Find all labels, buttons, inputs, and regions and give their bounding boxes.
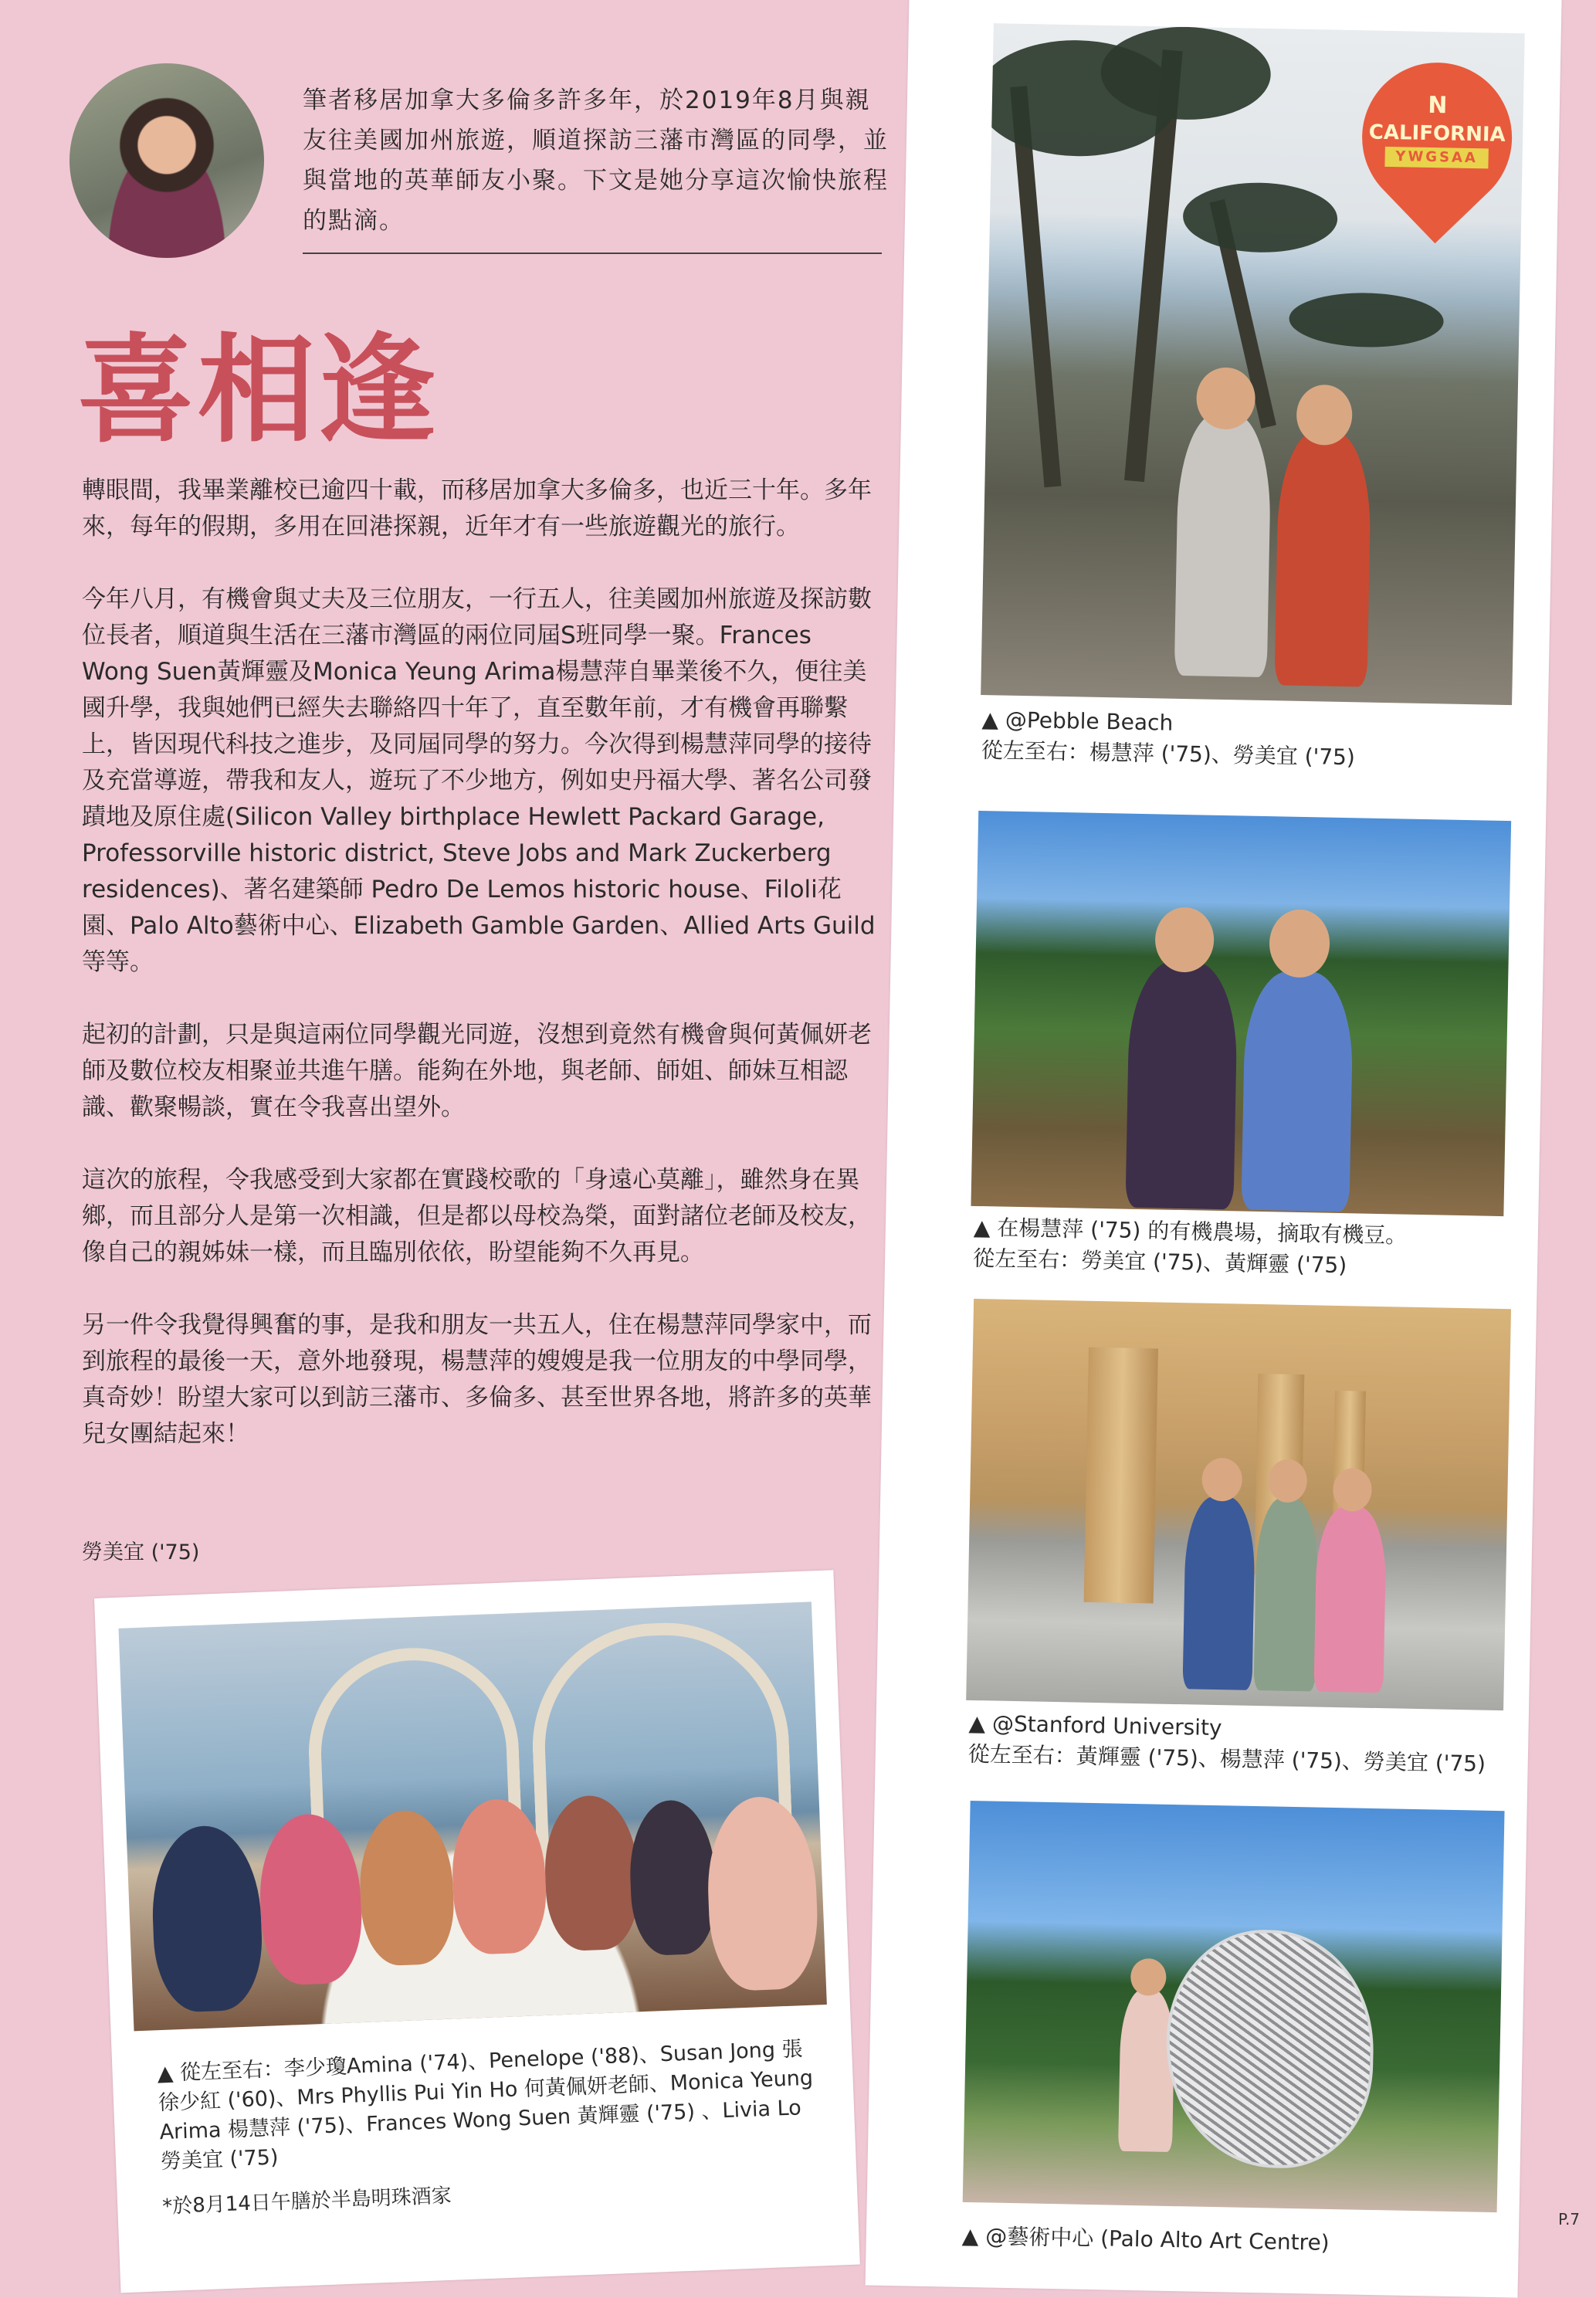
article-paragraph: 轉眼間，我畢業離校已逾四十載，而移居加拿大多倫多，也近三十年。多年來，每年的假期，多用在回港探親，近年才有一些旅遊觀光的旅行。 [82, 476, 872, 541]
person-head [1130, 1958, 1167, 1996]
caption-line: 從左至右：楊慧萍 ('75)、勞美宜 ('75) [981, 737, 1356, 771]
page-number: P.7 [1558, 2210, 1581, 2229]
caption-line: 從左至右：勞美宜 ('75)、黃輝靈 ('75) [972, 1245, 1347, 1279]
sculpture [1164, 1928, 1376, 2170]
person [1253, 1497, 1319, 1691]
dinner-note: *於8月14日午膳於半島明珠酒家 [161, 2184, 452, 2219]
person-head [1333, 1468, 1372, 1512]
article-paragraph: 另一件令我覺得興奮的事，是我和朋友一共五人，住在楊慧萍同學家中，而到旅程的最後一天，意外地發現，楊慧萍的嫂嫂是我一位朋友的中學同學，真奇妙！盼望大家可以到訪三藩市、多倫多、甚至世界各地，將許多的英華兒女團結起來！ [82, 1311, 872, 1448]
person [1274, 430, 1371, 686]
diner [449, 1798, 548, 1955]
person [1313, 1507, 1387, 1693]
article-paragraph: 這次的旅程，令我感受到大家都在實踐校歌的「身遠心莫離」，雖然身在異鄉，而且部分人是第一次相識，但是都以母校為榮，面對諸位老師及校友，像自己的親姊妹一樣，而且臨別依依，盼望能夠不久再見。 [82, 1166, 872, 1266]
dinner-caption: ▲ 從左至右：李少瓊Amina ('74)、Penelope ('88)、Susan Jong 張徐少紅 ('60)、Mrs Phyllis Pui Yin Ho 何黃佩妍老師、Monica Yeung Arima 楊慧萍 ('75)、Frances Wong Suen 黃輝靈 ('75) 、Livia Lo 勞美宜 ('75) [157, 2037, 814, 2174]
article-byline: 勞美宜 ('75) [82, 1540, 200, 1564]
photo-organic-farm [971, 811, 1511, 1216]
pin-band: YWGSAA [1384, 147, 1488, 169]
article-body [82, 473, 885, 1489]
photo-caption [961, 2221, 1330, 2259]
caption-line: ▲ 在楊慧萍 ('75) 的有機農場，摘取有機豆。 [973, 1214, 1408, 1249]
pin-label-line: N [1428, 91, 1448, 120]
caption-line: ▲ @Pebble Beach [981, 706, 1174, 736]
person-head [1269, 909, 1330, 978]
pillar [1084, 1347, 1158, 1604]
photo-strip [866, 0, 1562, 2298]
author-avatar [69, 63, 264, 258]
pin-label-line: CALIFORNIA [1368, 120, 1506, 147]
intro-divider [303, 253, 882, 254]
person [1125, 961, 1238, 1210]
photo-art-centre [963, 1801, 1505, 2212]
caption-line: ▲ @Stanford University [968, 1710, 1222, 1741]
dinner-polaroid [94, 1570, 860, 2293]
diner [149, 1824, 264, 2013]
article-title: 喜相逢 [77, 320, 439, 459]
diner [705, 1795, 820, 1991]
photo-caption [973, 1212, 1408, 1283]
photo-caption [981, 704, 1356, 773]
person [1118, 1989, 1175, 2152]
photo-pebble-beach [981, 23, 1525, 705]
dinner-photo [119, 1601, 827, 2031]
tree-canopy [1182, 181, 1338, 254]
intro-text: 筆者移居加拿大多倫多許多年，於2019年8月與親友往美國加州旅遊，順道探訪三藩市灣區的同學，並與當地的英華師友小聚。下文是她分享這次愉快旅程的點滴。 [303, 86, 889, 235]
person-head [1154, 907, 1215, 972]
person [1174, 413, 1272, 677]
person-head [1201, 1458, 1242, 1502]
pin-label [1362, 90, 1513, 149]
person [1183, 1496, 1256, 1690]
article-paragraph: 起初的計劃，只是與這兩位同學觀光同遊，沒想到竟然有機會與何黃佩妍老師及數位校友相聚並共進午膳。能夠在外地，與老師、師姐、師妹互相認識、歡聚暢談，實在令我喜出望外。 [82, 1021, 872, 1121]
photo-caption [967, 1708, 1486, 1780]
article-paragraph: 今年八月，有機會與丈夫及三位朋友，一行五人，往美國加州旅遊及探訪數位長者，順道與生活在三藩市灣區的兩位同屆S班同學一聚。Frances Wong Suen黃輝靈及Monica Yeung Arima楊慧萍自畢業後不久，便往美國升學，我與她們已經失去聯絡四十年了，直至數年前，才有機會再聯繫上，皆因現代科技之進步，及同屆同學的努力。今次得到楊慧萍同學的接待及充當導遊，帶我和友人，遊玩了不少地方，例如史丹福大學、著名公司發蹟地及原住處(Silicon Valley birthplace Hewlett Packard Garage, Professorville historic district, Steve Jobs and Mark Zuckerberg residences)、著名建築師 Pedro De Lemos historic house、Filoli花園、Palo Alto藝術中心、Elizabeth Gamble Garden、Allied Arts Guild等等。 [82, 585, 876, 976]
tree-canopy [1289, 292, 1444, 349]
caption-line: ▲ @藝術中心 (Palo Alto Art Centre) [961, 2222, 1330, 2256]
caption-line: 從左至右：黃輝靈 ('75)、楊慧萍 ('75)、勞美宜 ('75) [967, 1740, 1486, 1777]
photo-stanford [966, 1299, 1511, 1710]
person [1241, 971, 1354, 1212]
